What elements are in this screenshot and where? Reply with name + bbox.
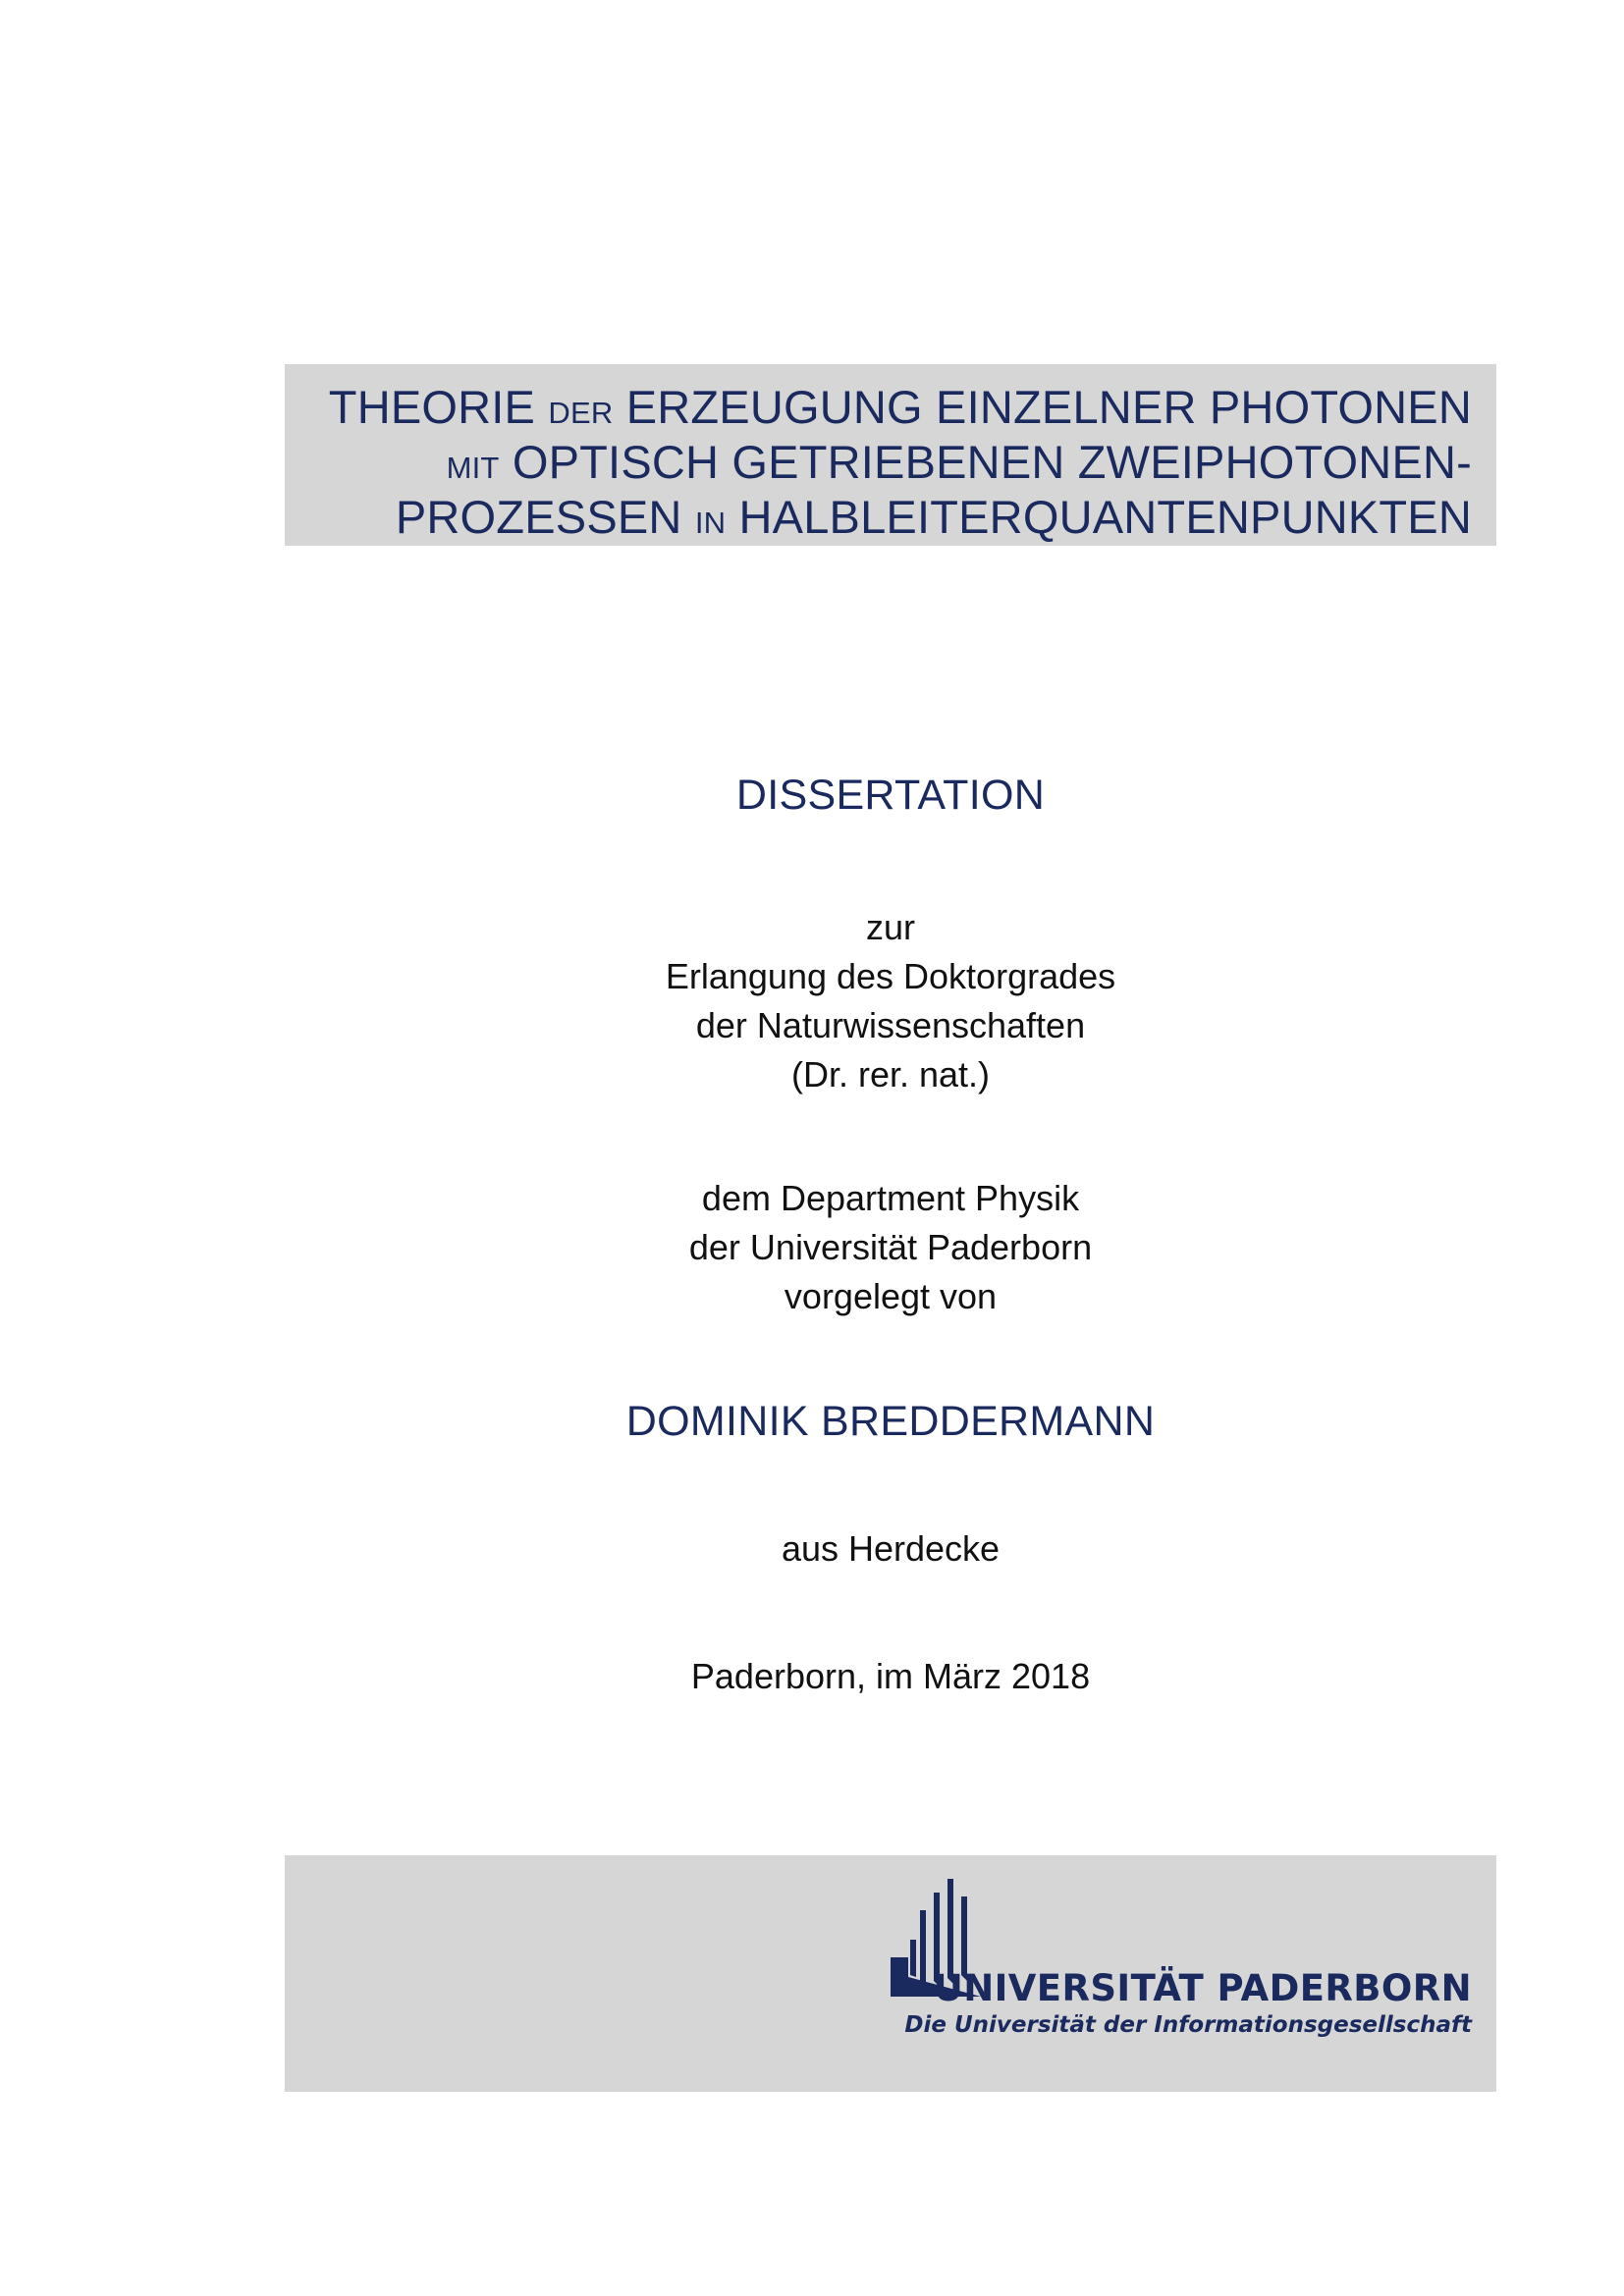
department-line: dem Department Physik bbox=[701, 1178, 1080, 1218]
title-word: HALBLEITERQUANTENPUNKTEN bbox=[738, 491, 1472, 543]
title-word: PROZESSEN bbox=[395, 491, 682, 543]
degree-purpose bbox=[0, 903, 1624, 1099]
title-line-1 bbox=[285, 383, 1472, 438]
university-name: UNIVERSITÄT PADERBORN bbox=[933, 1967, 1472, 2009]
title-line-3 bbox=[285, 493, 1472, 548]
title-small-word: IN bbox=[694, 506, 727, 540]
title-word: OPTISCH GETRIEBENEN ZWEIPHOTONEN- bbox=[512, 436, 1472, 488]
purpose-line: der Naturwissenschaften bbox=[695, 1005, 1086, 1045]
author-origin: aus Herdecke bbox=[781, 1528, 1001, 1569]
logo-banner bbox=[285, 1855, 1496, 2092]
title-banner bbox=[285, 364, 1496, 546]
title-word: THEORIE bbox=[328, 381, 536, 433]
department-line: der Universität Paderborn bbox=[688, 1227, 1093, 1267]
purpose-line: Erlangung des Doktorgrades bbox=[665, 956, 1116, 996]
university-tagline: Die Universität der Informationsgesellschaft bbox=[904, 2012, 1472, 2038]
title-small-word: DER bbox=[548, 396, 614, 430]
department-line: vorgelegt von bbox=[784, 1276, 998, 1316]
title-line-2 bbox=[285, 438, 1472, 493]
title-word: ERZEUGUNG EINZELNER PHOTONEN bbox=[625, 381, 1472, 433]
title-small-word: MIT bbox=[446, 451, 500, 485]
purpose-line: zur bbox=[865, 907, 915, 947]
purpose-line: (Dr. rer. nat.) bbox=[790, 1054, 991, 1095]
document-type: DISSERTATION bbox=[735, 772, 1046, 819]
department-block bbox=[0, 1174, 1624, 1321]
place-date: Paderborn, im März 2018 bbox=[690, 1656, 1091, 1696]
author-name: DOMINIK BREDDERMANN bbox=[625, 1398, 1156, 1445]
